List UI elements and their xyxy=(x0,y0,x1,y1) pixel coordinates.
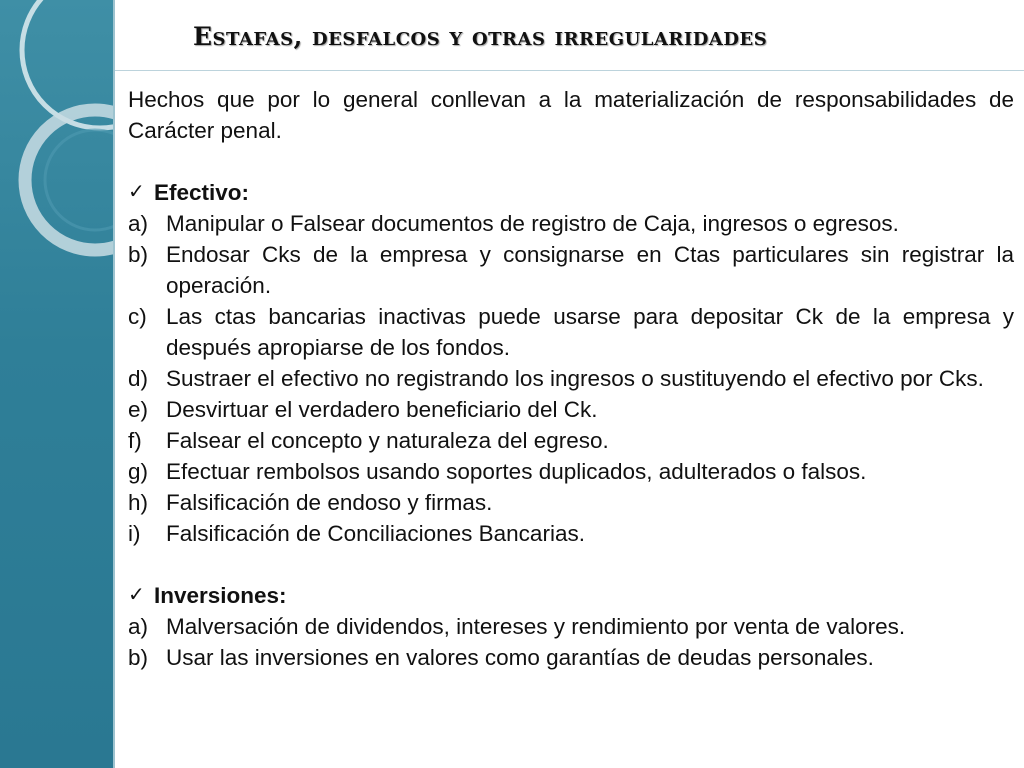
decorative-sidebar xyxy=(0,0,113,768)
item-text: Efectuar rembolsos usando soportes duplicados, adulterados o falsos. xyxy=(166,459,867,484)
sidebar-edge xyxy=(113,0,115,768)
checkmark-icon: ✓ xyxy=(128,584,145,606)
list-item xyxy=(128,425,1014,456)
item-text: Falsificación de Conciliaciones Bancarias. xyxy=(166,521,585,546)
item-text: Sustraer el efectivo no registrando los ingresos o sustituyendo el efectivo por Cks. xyxy=(166,366,984,391)
list-item xyxy=(128,239,1014,301)
spacer xyxy=(128,549,1014,580)
intro-paragraph: Hechos que por lo general conllevan a la materialización de responsabilidades de Carácter penal. xyxy=(128,87,1014,143)
item-list xyxy=(128,611,1014,673)
item-letter: a) xyxy=(128,614,149,639)
slide-title: Estafas, desfalcos y otras irregularidades xyxy=(193,22,768,51)
list-item xyxy=(128,301,1014,363)
list-item xyxy=(128,363,1014,394)
item-letter: g) xyxy=(128,459,149,484)
item-text: Endosar Cks de la empresa y consignarse en Ctas particulares sin registrar la operación. xyxy=(166,242,1014,298)
list-item xyxy=(128,642,1014,673)
section-heading-label: Inversiones: xyxy=(154,583,287,608)
section-inversiones xyxy=(128,580,1014,673)
decorative-rings xyxy=(0,0,113,768)
section-heading xyxy=(128,177,1014,208)
slide-content xyxy=(128,84,1014,673)
item-letter: f) xyxy=(128,428,142,453)
item-letter: d) xyxy=(128,366,149,391)
item-letter: i) xyxy=(128,521,141,546)
item-letter: b) xyxy=(128,242,149,267)
list-item xyxy=(128,456,1014,487)
item-text: Malversación de dividendos, intereses y rendimiento por venta de valores. xyxy=(166,614,906,639)
list-item xyxy=(128,518,1014,549)
section-efectivo xyxy=(128,177,1014,549)
item-text: Usar las inversiones en valores como garantías de deudas personales. xyxy=(166,645,874,670)
item-list xyxy=(128,208,1014,549)
item-letter: h) xyxy=(128,490,149,515)
section-heading-label: Efectivo: xyxy=(154,180,250,205)
item-text: Desvirtuar el verdadero beneficiario del Ck. xyxy=(166,397,598,422)
list-item xyxy=(128,394,1014,425)
item-text: Falsificación de endoso y firmas. xyxy=(166,490,493,515)
list-item xyxy=(128,487,1014,518)
item-letter: c) xyxy=(128,304,147,329)
item-text: Las ctas bancarias inactivas puede usarse para depositar Ck de la empresa y después apropiarse de los fondos. xyxy=(166,304,1014,360)
item-text: Falsear el concepto y naturaleza del egreso. xyxy=(166,428,609,453)
checkmark-icon: ✓ xyxy=(128,181,145,203)
item-letter: b) xyxy=(128,645,149,670)
item-letter: a) xyxy=(128,211,149,236)
item-letter: e) xyxy=(128,397,149,422)
list-item xyxy=(128,611,1014,642)
title-bar xyxy=(115,0,1024,71)
list-item xyxy=(128,208,1014,239)
item-text: Manipular o Falsear documentos de registro de Caja, ingresos o egresos. xyxy=(166,211,899,236)
section-heading xyxy=(128,580,1014,611)
